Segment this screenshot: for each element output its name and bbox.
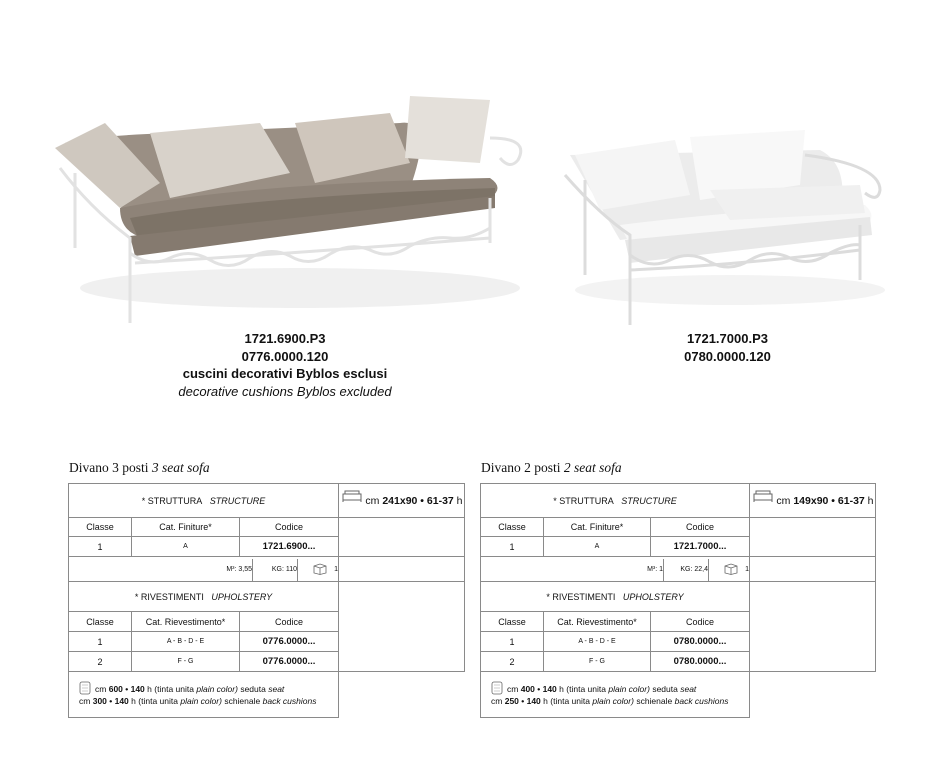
fabric-roll-icon [491, 681, 503, 695]
col-classe: Classe [69, 612, 132, 632]
uph-cat: F - G [132, 652, 240, 672]
struct-code: 1721.6900... [240, 537, 339, 557]
fab-plain: plain color) [608, 683, 650, 694]
fabric-seat-line [79, 683, 338, 695]
fab-seduta: seduta [652, 683, 678, 694]
dimensions-cell [750, 484, 876, 518]
upholstery-header [481, 582, 750, 612]
uph-cat: A - B - D - E [132, 632, 240, 652]
uph-code: 0776.0000... [240, 632, 339, 652]
col-codice: Codice [240, 612, 339, 632]
uph-classe: 2 [481, 652, 544, 672]
col-classe: Classe [69, 518, 132, 537]
sofa-2-code-1: 1721.7000.P3 [687, 331, 768, 346]
fab-seat: seat [268, 683, 285, 694]
fabric-seat-line [491, 683, 749, 695]
boxes-count: 1 [334, 566, 339, 573]
dim-suffix: h [867, 494, 874, 507]
blank-cell [750, 557, 876, 582]
fab-h: h [543, 695, 548, 706]
uph-code: 0776.0000... [240, 652, 339, 672]
col-cat-finiture: Cat. Finiture* [132, 518, 240, 537]
fab-tinta: (tinta unita [566, 683, 606, 694]
uph-code: 0780.0000... [651, 652, 750, 672]
section-title-it: Divano 2 posti [481, 460, 561, 475]
upholstery-label: * RIVESTIMENTI [546, 591, 616, 602]
uph-cat: A - B - D - E [544, 632, 651, 652]
fab-seduta: seduta [240, 683, 266, 694]
blank-cell [750, 582, 876, 672]
fabric-back-line [79, 695, 338, 707]
fab-schienale: schienale [224, 695, 261, 706]
section-title-it: Divano 3 posti [69, 460, 149, 475]
struct-cat: A [544, 537, 651, 557]
uph-cat: F - G [544, 652, 651, 672]
uph-code: 0780.0000... [651, 632, 750, 652]
fab-back-cushions: back cushions [262, 695, 317, 706]
fabric-roll-icon [79, 681, 91, 695]
blank-cell [339, 582, 465, 672]
upholstery-label-en: UPHOLSTERY [211, 591, 273, 602]
fab-seat-qty: 600 • 140 [108, 683, 145, 694]
struct-classe: 1 [69, 537, 132, 557]
blank-cell [750, 518, 876, 557]
dim-value: 241x90 • 61-37 [382, 494, 454, 507]
boxes-cell [298, 557, 338, 581]
section-title-en: 2 seat sofa [563, 460, 622, 475]
fabric-requirements [481, 672, 750, 718]
col-cat-rivestimento: Cat. Rievestimento* [544, 612, 651, 632]
kg-value: KG: 22,4 [664, 559, 709, 581]
fab-plain: plain color) [196, 683, 238, 694]
col-cat-finiture: Cat. Finiture* [544, 518, 651, 537]
m3-value: M³: 1 [621, 559, 664, 581]
fab-back-qty: 300 • 140 [92, 695, 129, 706]
structure-label: * STRUTTURA [553, 495, 614, 506]
fab-cm: cm [79, 695, 91, 706]
sofa-3-note: cuscini decorativi Byblos esclusi [182, 366, 388, 381]
upholstery-header [69, 582, 339, 612]
sofa-outline-icon [752, 489, 774, 503]
fabric-requirements [69, 672, 339, 718]
dim-prefix: cm [776, 494, 791, 507]
fab-plain: plain color) [180, 695, 222, 706]
dim-prefix: cm [365, 494, 380, 507]
fab-cm: cm [95, 683, 107, 694]
structure-label-en: STRUCTURE [621, 495, 677, 506]
sofa-2-caption [600, 330, 855, 365]
section-title-3-seat [69, 460, 210, 476]
sofa-3-seat-image [50, 88, 530, 333]
section-title-en: 3 seat sofa [151, 460, 210, 475]
upholstery-label: * RIVESTIMENTI [134, 591, 204, 602]
struct-code: 1721.7000... [651, 537, 750, 557]
col-classe: Classe [481, 518, 544, 537]
fab-h: h [559, 683, 564, 694]
sofa-3-code-1: 1721.6900.P3 [244, 331, 326, 346]
fab-schienale: schienale [636, 695, 673, 706]
col-cat-rivestimento: Cat. Rievestimento* [132, 612, 240, 632]
fabric-back-line [491, 695, 749, 707]
col-codice: Codice [651, 518, 750, 537]
packing-row [69, 557, 339, 582]
upholstery-label-en: UPHOLSTERY [622, 591, 684, 602]
dim-value: 149x90 • 61-37 [793, 494, 865, 507]
col-codice: Codice [651, 612, 750, 632]
uph-classe: 1 [69, 632, 132, 652]
sofa-2-code-2: 0780.0000.120 [684, 348, 771, 364]
fab-tinta: (tinta unita [550, 695, 590, 706]
fab-tinta: (tinta unita [138, 695, 178, 706]
spec-table-3-seat [68, 483, 465, 718]
dim-suffix: h [456, 494, 463, 507]
packing-row [481, 557, 750, 582]
uph-classe: 2 [69, 652, 132, 672]
structure-label: * STRUTTURA [141, 495, 203, 506]
box-icon [724, 563, 738, 575]
boxes-count: 1 [745, 566, 750, 573]
fab-back-cushions: back cushions [674, 695, 729, 706]
sofa-3-note-en: decorative cushions Byblos excluded [178, 383, 392, 399]
structure-header [481, 484, 750, 518]
kg-value: KG: 110 [253, 559, 298, 581]
fab-cm: cm [507, 683, 519, 694]
dimensions-cell [339, 484, 465, 518]
boxes-cell [709, 557, 749, 581]
fab-cm: cm [491, 695, 503, 706]
blank-cell [339, 557, 465, 582]
fab-seat-qty: 400 • 140 [520, 683, 557, 694]
structure-label-en: STRUCTURE [209, 495, 266, 506]
m3-value: M³: 3,55 [210, 559, 253, 581]
fab-plain: plain color) [592, 695, 634, 706]
sofa-3-code-2: 0776.0000.120 [241, 348, 329, 364]
fab-h: h [147, 683, 152, 694]
box-icon [313, 563, 327, 575]
spec-table-2-seat [480, 483, 876, 718]
uph-classe: 1 [481, 632, 544, 652]
col-codice: Codice [240, 518, 339, 537]
blank-cell [339, 518, 465, 557]
sofa-2-seat-image [560, 125, 895, 330]
sofa-outline-icon [341, 489, 363, 503]
struct-cat: A [132, 537, 240, 557]
fab-h: h [131, 695, 136, 706]
fab-tinta: (tinta unita [154, 683, 194, 694]
fab-back-qty: 250 • 140 [504, 695, 541, 706]
sofa-3-caption [110, 330, 460, 400]
section-title-2-seat [481, 460, 622, 476]
struct-classe: 1 [481, 537, 544, 557]
col-classe: Classe [481, 612, 544, 632]
fab-seat: seat [680, 683, 697, 694]
structure-header [69, 484, 339, 518]
